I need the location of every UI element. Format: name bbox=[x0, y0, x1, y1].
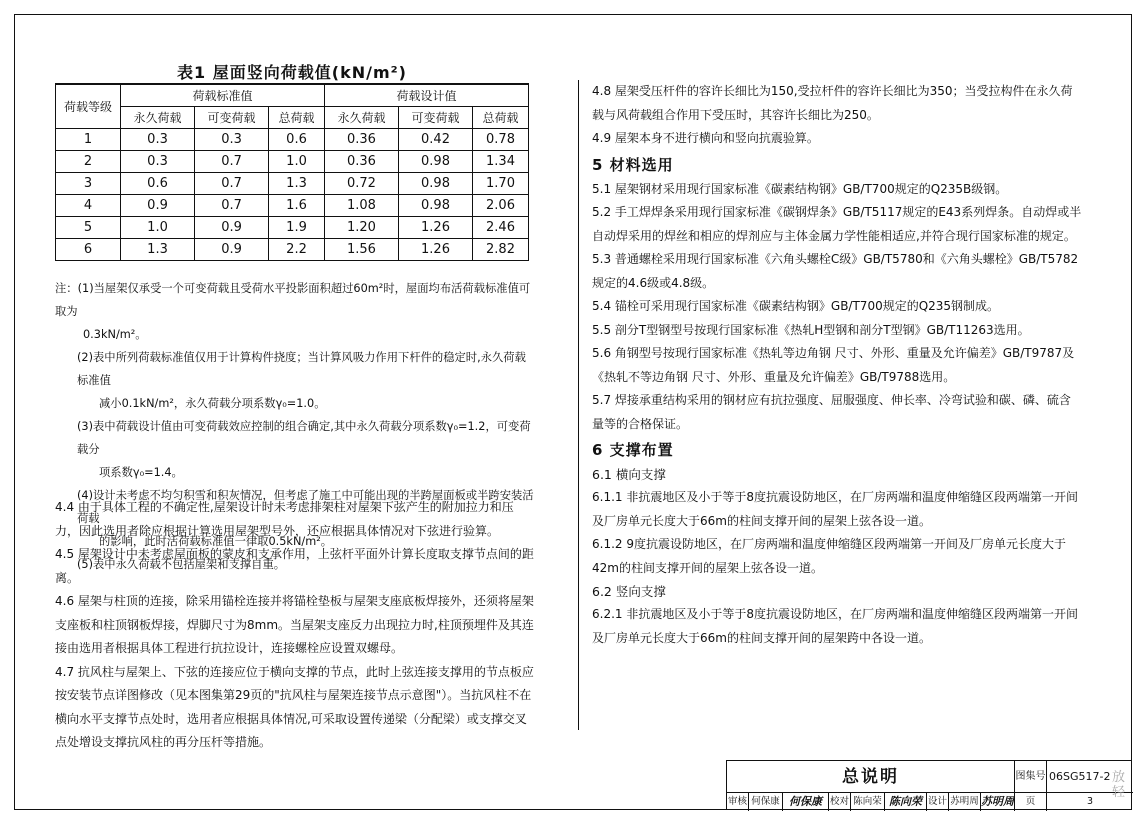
drawing-title: 总说明 bbox=[727, 761, 1015, 793]
note-item bbox=[55, 346, 535, 415]
table-cell: 2.06 bbox=[473, 195, 529, 217]
atlas-label: 图集号 bbox=[1015, 761, 1047, 793]
table-cell: 1.34 bbox=[473, 151, 529, 173]
paragraph-4-4: 4.4 由于具体工程的不确定性,屋架设计时未考虑排架柱对屋架下弦产生的附加拉力和压力，因此选用者除应根据计算选用屋架型号外，还应根据具体情况对下弦进行验算。 bbox=[55, 500, 514, 538]
paragraph-5-6: 5.6 角钢型号按现行国家标准《热轧等边角钢 尺寸、外形、重量及允许偏差》GB/T9787及《热轧不等边角钢 尺寸、外形、重量及允许偏差》GB/T9788选用。 bbox=[592, 346, 1075, 384]
title-block bbox=[726, 760, 1132, 810]
table-cell: 1.26 bbox=[399, 239, 473, 261]
note-line: (5)表中永久荷载不包括屋架和支撑自重。 bbox=[77, 558, 286, 571]
sub-header: 可变荷载 bbox=[195, 107, 269, 129]
table-cell: 5 bbox=[56, 217, 121, 239]
table-cell: 1.56 bbox=[324, 239, 398, 261]
paragraph-6-1-1: 6.1.1 非抗震地区及小于等于8度抗震设防地区，在厂房两端和温度伸缩缝区段两端第一开间及厂房单元长度大于66m的柱间支撑开间的屋架上弦各设一道。 bbox=[592, 490, 1078, 528]
table-row bbox=[56, 217, 529, 239]
sub-header: 可变荷载 bbox=[399, 107, 473, 129]
sub-header: 总荷载 bbox=[269, 107, 325, 129]
section-heading-6: 6 支撑布置 bbox=[592, 441, 674, 459]
table-cell: 0.7 bbox=[195, 151, 269, 173]
paragraph-5-4: 5.4 锚栓可采用现行国家标准《碳素结构钢》GB/T700规定的Q235钢制成。 bbox=[592, 299, 1000, 313]
table-cell: 0.6 bbox=[121, 173, 195, 195]
table-cell: 0.6 bbox=[269, 129, 325, 151]
table-cell: 0.98 bbox=[399, 173, 473, 195]
table-cell: 1.6 bbox=[269, 195, 325, 217]
table-cell: 1.9 bbox=[269, 217, 325, 239]
table-row bbox=[56, 195, 529, 217]
paragraph-4-9: 4.9 屋架本身不进行横向和竖向抗震验算。 bbox=[592, 131, 819, 145]
note-line: 0.3kN/m²。 bbox=[83, 328, 147, 341]
table-cell: 0.36 bbox=[324, 129, 398, 151]
paragraph-4-7: 4.7 抗风柱与屋架上、下弦的连接应位于横向支撑的节点，此时上弦连接支撑用的节点板应按安装节点详图修改（见本图集第29页的"抗风柱与屋架连接节点示意图"）。当抗风柱不在横向水平支撑节点处时，选用者应根据具体情况,可采取设置传递梁（分配梁）或支撑交叉点处增设支撑抗风柱的再分压杆等措施。 bbox=[55, 664, 534, 749]
table-cell: 0.3 bbox=[121, 151, 195, 173]
table-cell: 0.98 bbox=[399, 151, 473, 173]
section-heading-5: 5 材料选用 bbox=[592, 155, 674, 174]
table-cell: 0.7 bbox=[195, 173, 269, 195]
table-cell: 6 bbox=[56, 239, 121, 261]
signature-row bbox=[727, 793, 1133, 811]
note-line: (2)表中所列荷载标准值仅用于计算构件挠度；当计算风吸力作用下杆件的稳定时,永久荷载标准值 bbox=[77, 351, 526, 387]
watermark-char: 放 bbox=[1112, 770, 1126, 785]
note-line: 的影响，此时活荷载标准值一律取0.5kN/m²。 bbox=[99, 535, 333, 548]
table-cell: 0.3 bbox=[195, 129, 269, 151]
note-line: 减小0.1kN/m²，永久荷载分项系数γ₀=1.0。 bbox=[99, 397, 326, 410]
table-cell: 0.36 bbox=[324, 151, 398, 173]
review-signature: 何保康 bbox=[783, 793, 829, 811]
paragraph-5-7: 5.7 焊接承重结构采用的钢材应有抗拉强度、屈服强度、伸长率、冷弯试验和碳、磷、硫含量等的合格保证。 bbox=[592, 393, 1071, 431]
table-cell: 0.9 bbox=[121, 195, 195, 217]
watermark bbox=[1112, 770, 1125, 800]
paragraph-4-8: 4.8 屋架受压杆件的容许长细比为150,受拉杆件的容许长细比为350；当受拉构件在永久荷载与风荷载组合作用下受压时，其容许长细比为250。 bbox=[592, 84, 1073, 122]
table-title: 表1 屋面竖向荷载值(kN/m²) bbox=[177, 63, 407, 82]
check-name: 陈向荣 bbox=[851, 793, 885, 811]
table-cell: 0.78 bbox=[473, 129, 529, 151]
table-row bbox=[56, 129, 529, 151]
table-cell: 1.3 bbox=[269, 173, 325, 195]
paragraph-4-6: 4.6 屋架与柱顶的连接，除采用锚栓连接并将锚栓垫板与屋架支座底板焊接外，还须将屋架支座板和柱顶钢板焊接，焊脚尺寸为8mm。当屋架支座反力出现拉力时,柱顶预埋件及其连接由选用者根据具体工程进行抗拉设计，连接螺栓应设置双螺母。 bbox=[55, 594, 534, 655]
note-item bbox=[55, 277, 535, 346]
note-line: (4)设计未考虑不均匀积雪和积灰情况，但考虑了施工中可能出现的半跨屋面板或半跨安装活荷载 bbox=[77, 489, 534, 525]
atlas-number: 06SG517-2 bbox=[1047, 761, 1133, 793]
sub-header: 永久荷载 bbox=[121, 107, 195, 129]
design-name: 苏明周 bbox=[949, 793, 981, 811]
watermark-char: 轻 bbox=[1112, 785, 1126, 800]
column-divider bbox=[578, 80, 579, 730]
paragraph-5-1: 5.1 屋架钢材采用现行国家标准《碳素结构钢》GB/T700规定的Q235B级钢。 bbox=[592, 181, 1008, 196]
table-cell: 4 bbox=[56, 195, 121, 217]
paragraph-5-3: 5.3 普通螺栓采用现行国家标准《六角头螺栓C级》GB/T5780和《六角头螺栓》GB/T5782规定的4.6级或4.8级。 bbox=[592, 252, 1079, 290]
table-cell: 0.9 bbox=[195, 217, 269, 239]
table-cell: 1.20 bbox=[324, 217, 398, 239]
table-cell: 2.82 bbox=[473, 239, 529, 261]
table-cell: 1.70 bbox=[473, 173, 529, 195]
table-cell: 0.9 bbox=[195, 239, 269, 261]
header-group-std: 荷载标准值 bbox=[121, 84, 325, 107]
note-line: 项系数γ₀=1.4。 bbox=[99, 466, 183, 479]
header-grade: 荷载等级 bbox=[56, 84, 121, 129]
table-cell: 2.2 bbox=[269, 239, 325, 261]
table-cell: 1.08 bbox=[324, 195, 398, 217]
note-item bbox=[55, 415, 535, 484]
left-paragraphs bbox=[55, 496, 535, 755]
check-label: 校对 bbox=[829, 793, 851, 811]
table-cell: 0.3 bbox=[121, 129, 195, 151]
check-signature: 陈向荣 bbox=[885, 793, 927, 811]
paragraph-6-1-2: 6.1.2 9度抗震设防地区，在厂房两端和温度伸缩缝区段两端第一开间及厂房单元长度大于42m的柱间支撑开间的屋架上弦各设一道。 bbox=[592, 537, 1066, 575]
page-label: 页 bbox=[1015, 793, 1047, 811]
table-cell: 0.98 bbox=[399, 195, 473, 217]
table-cell: 1 bbox=[56, 129, 121, 151]
paragraph-4-5: 4.5 屋架设计中未考虑屋面板的蒙皮和支承作用，上弦杆平面外计算长度取支撑节点间的距离。 bbox=[55, 547, 534, 585]
subsection-heading-6-1: 6.1 横向支撑 bbox=[592, 467, 666, 482]
table-cell: 1.0 bbox=[121, 217, 195, 239]
subsection-heading-6-2: 6.2 竖向支撑 bbox=[592, 584, 666, 599]
table-cell: 2.46 bbox=[473, 217, 529, 239]
table-row bbox=[56, 239, 529, 261]
table-cell: 2 bbox=[56, 151, 121, 173]
paragraph-5-5: 5.5 剖分T型钢型号按现行国家标准《热轧H型钢和剖分T型钢》GB/T11263选用。 bbox=[592, 322, 1030, 337]
sub-header: 永久荷载 bbox=[324, 107, 398, 129]
sub-header: 总荷载 bbox=[473, 107, 529, 129]
table-cell: 1.0 bbox=[269, 151, 325, 173]
table-row bbox=[56, 151, 529, 173]
table-cell: 0.72 bbox=[324, 173, 398, 195]
page-number: 3 bbox=[1086, 796, 1094, 807]
paragraph-6-2-1: 6.2.1 非抗震地区及小于等于8度抗震设防地区，在厂房两端和温度伸缩缝区段两端第一开间及厂房单元长度大于66m的柱间支撑开间的屋架跨中各设一道。 bbox=[592, 607, 1078, 645]
note-line: (3)表中荷载设计值由可变荷载效应控制的组合确定,其中永久荷载分项系数γ₀=1.2，可变荷载分 bbox=[77, 420, 531, 456]
table-cell: 0.42 bbox=[399, 129, 473, 151]
table-cell: 1.3 bbox=[121, 239, 195, 261]
note-line: 注：(1)当屋架仅承受一个可变荷载且受荷水平投影面积超过60m²时，屋面均布活荷载标准值可取为 bbox=[55, 282, 531, 318]
table-cell: 0.7 bbox=[195, 195, 269, 217]
table-cell: 3 bbox=[56, 173, 121, 195]
table-cell: 1.26 bbox=[399, 217, 473, 239]
paragraph-5-2: 5.2 手工焊焊条采用现行国家标准《碳钢焊条》GB/T5117规定的E43系列焊条。自动焊或半自动焊采用的焊丝和相应的焊剂应与主体金属力学性能相适应,并符合现行国家标准的规定。 bbox=[592, 205, 1082, 243]
right-column bbox=[592, 80, 1082, 650]
review-name: 何保康 bbox=[749, 793, 783, 811]
header-group-design: 荷载设计值 bbox=[324, 84, 528, 107]
review-label: 审核 bbox=[727, 793, 749, 811]
design-label: 设计 bbox=[927, 793, 949, 811]
design-signature: 苏明周 bbox=[981, 793, 1015, 811]
table-row bbox=[56, 173, 529, 195]
load-table bbox=[55, 83, 529, 261]
